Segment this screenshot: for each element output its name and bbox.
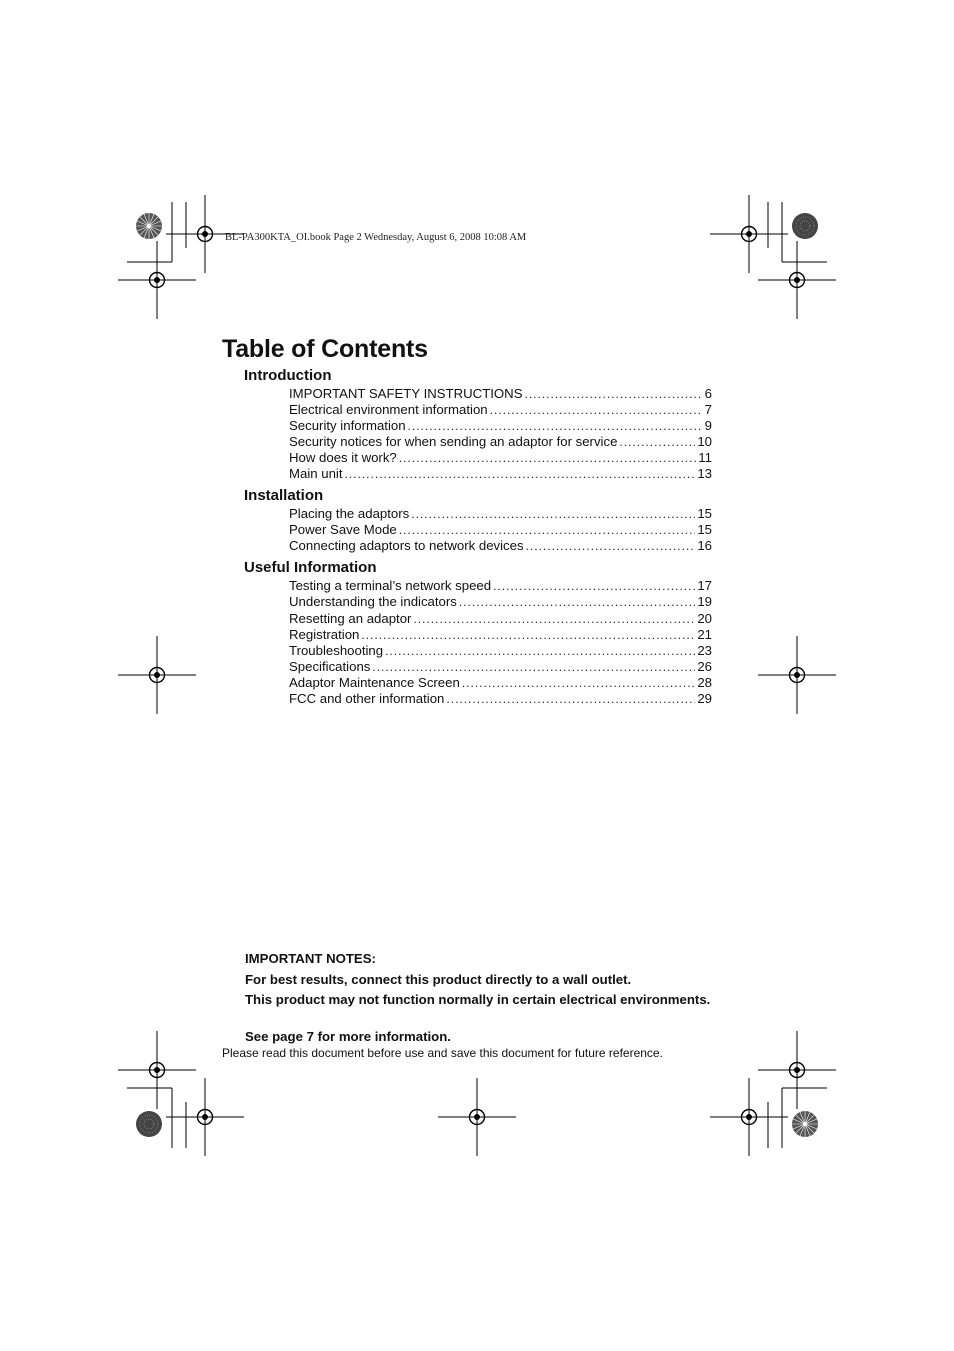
footnote: Please read this document before use and save this document for future reference.	[222, 1046, 663, 1060]
dot-leader	[459, 594, 695, 610]
section-heading-installation: Installation	[244, 487, 324, 504]
toc-entry[interactable]	[289, 627, 712, 643]
color-disc-icon	[136, 1111, 162, 1137]
toc-entry-page: 6	[704, 386, 712, 401]
toc-entry-label: Power Save Mode	[289, 522, 397, 537]
dot-leader	[526, 538, 696, 554]
toc-entry-page: 7	[704, 402, 712, 417]
toc-entry[interactable]	[289, 594, 712, 610]
registration-mark-icon	[118, 636, 196, 714]
starburst-icon	[792, 1111, 818, 1137]
toc-entry-label: IMPORTANT SAFETY INSTRUCTIONS	[289, 386, 523, 401]
section-heading-introduction: Introduction	[244, 367, 332, 384]
dot-leader	[385, 643, 695, 659]
section-heading-useful-information: Useful Information	[244, 559, 377, 576]
registration-mark-icon	[758, 241, 836, 319]
toc-entry-page: 15	[697, 522, 712, 537]
toc-entry-page: 16	[697, 538, 712, 553]
starburst-icon	[136, 213, 162, 239]
dot-leader	[372, 659, 695, 675]
registration-mark-icon	[758, 636, 836, 714]
toc-entry-label: Placing the adaptors	[289, 506, 410, 521]
toc-entry[interactable]	[289, 506, 712, 522]
toc-entry-label: Registration	[289, 627, 360, 642]
dot-leader	[525, 386, 703, 402]
toc-entry[interactable]	[289, 522, 712, 538]
toc-entry-label: Testing a terminal’s network speed	[289, 578, 492, 593]
toc-entry-page: 21	[697, 627, 712, 642]
dot-leader	[399, 450, 697, 466]
dot-leader	[408, 418, 703, 434]
toc-entry-label: Connecting adaptors to network devices	[289, 538, 524, 553]
dot-leader	[462, 675, 696, 691]
toc-entry-page: 26	[697, 659, 712, 674]
dot-leader	[493, 578, 695, 594]
notes-heading: IMPORTANT NOTES:	[245, 951, 376, 966]
toc-entry-label: How does it work?	[289, 450, 397, 465]
toc-entry-label: Security notices for when sending an adaptor for service	[289, 434, 618, 449]
toc-entry-label: Adaptor Maintenance Screen	[289, 675, 460, 690]
toc-entry-page: 15	[697, 506, 712, 521]
dot-leader	[399, 522, 696, 538]
registration-mark-icon	[118, 1031, 196, 1109]
toc-entry-page: 19	[697, 594, 712, 609]
dot-leader	[345, 466, 696, 482]
dot-leader	[619, 434, 695, 450]
note-line: See page 7 for more information.	[245, 1029, 451, 1044]
dot-leader	[490, 402, 703, 418]
toc-entry[interactable]	[289, 538, 712, 554]
toc-entry[interactable]	[289, 450, 712, 466]
toc-entry[interactable]	[289, 386, 712, 402]
toc-entry-page: 13	[697, 466, 712, 481]
note-line: For best results, connect this product directly to a wall outlet.	[245, 972, 632, 987]
toc-entry[interactable]	[289, 578, 712, 594]
dot-leader	[413, 611, 695, 627]
toc-entry-label: Security information	[289, 418, 406, 433]
print-slug-line: BL-PA300KTA_OI.book Page 2 Wednesday, August 6, 2008 10:08 AM	[225, 232, 527, 243]
toc-entry-label: Main unit	[289, 466, 343, 481]
toc-entry-page: 10	[697, 434, 712, 449]
dot-leader	[411, 506, 695, 522]
toc-entry[interactable]	[289, 466, 712, 482]
toc-entry[interactable]	[289, 643, 712, 659]
toc-entry-label: Understanding the indicators	[289, 594, 457, 609]
toc-entry[interactable]	[289, 418, 712, 434]
toc-entry-page: 20	[697, 611, 712, 626]
toc-entry-label: FCC and other information	[289, 691, 445, 706]
color-disc-icon	[792, 213, 818, 239]
registration-mark-icon	[438, 1078, 516, 1156]
toc-entry[interactable]	[289, 691, 712, 707]
toc-entry[interactable]	[289, 675, 712, 691]
toc-entry-label: Electrical environment information	[289, 402, 488, 417]
toc-entry-label: Troubleshooting	[289, 643, 384, 658]
registration-mark-icon	[758, 1031, 836, 1109]
note-line: This product may not function normally in certain electrical environments.	[245, 992, 711, 1007]
toc-entry-page: 9	[704, 418, 712, 433]
registration-mark-icon	[118, 241, 196, 319]
dot-leader	[361, 627, 695, 643]
page-title: Table of Contents	[222, 335, 428, 363]
toc-entry-page: 28	[697, 675, 712, 690]
registration-mark-icon	[166, 1078, 244, 1156]
toc-entry-label: Resetting an adaptor	[289, 611, 412, 626]
dot-leader	[446, 691, 695, 707]
registration-mark-icon	[710, 195, 788, 273]
toc-entry[interactable]	[289, 434, 712, 450]
toc-entry[interactable]	[289, 611, 712, 627]
registration-mark-icon	[710, 1078, 788, 1156]
toc-entry[interactable]	[289, 402, 712, 418]
toc-entry-page: 11	[698, 450, 712, 465]
toc-entry-page: 23	[697, 643, 712, 658]
toc-entry-page: 29	[697, 691, 712, 706]
toc-entry[interactable]	[289, 659, 712, 675]
toc-entry-page: 17	[697, 578, 712, 593]
toc-entry-label: Specifications	[289, 659, 371, 674]
